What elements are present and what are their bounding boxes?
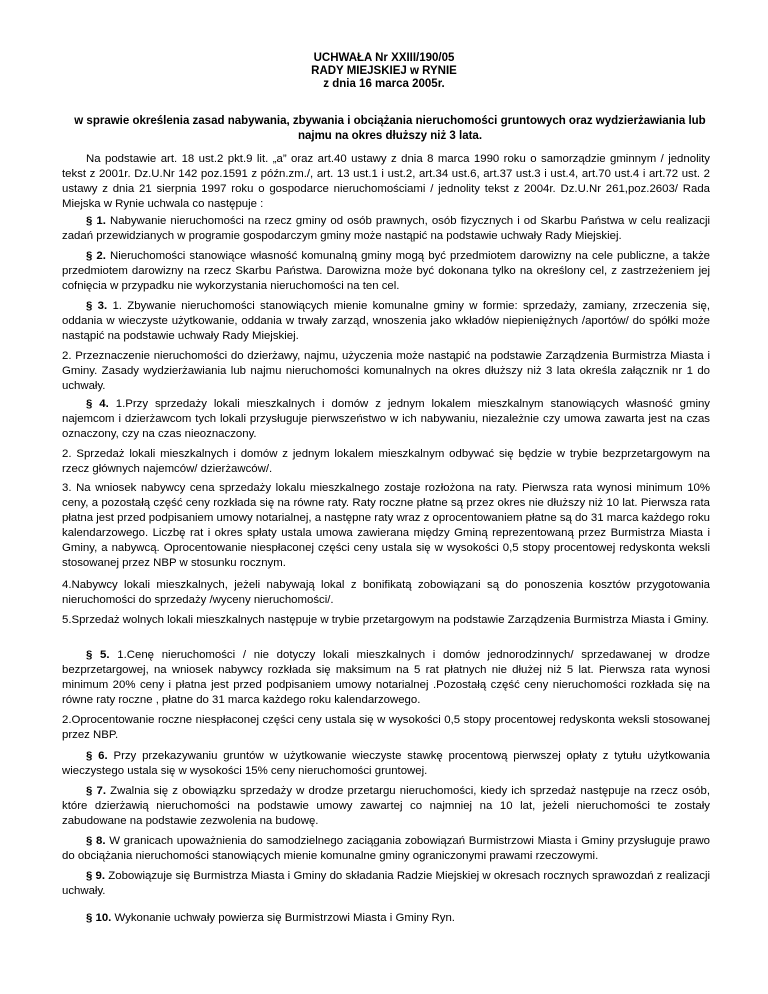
section-5-mark: § 5. bbox=[86, 649, 110, 661]
section-4-paragraph-4: 4.Nabywcy lokali mieszkalnych, jeżeli nabywają lokal z bonifikatą zobowiązani są do ponoszenia kosztów przygotowania nieruchomości do sprzedaży /wyceny nieruchomości/. bbox=[62, 579, 710, 606]
section-3-text: 1. Zbywanie nieruchomości stanowiących mienie komunalne gminy w formie: sprzedaży, zamiany, zrzeczenia się, oddania w wieczyste użytkowanie, oddania w trwały zarząd, wnoszenia jako wkładów niepieniężnych /aportów/ do spółki może nastąpić na podstawie uchwały Rady Miejskiej. bbox=[62, 300, 710, 342]
section-10-mark: § 10. bbox=[86, 912, 112, 924]
section-4-text: 1.Przy sprzedaży lokali mieszkalnych i domów z jednym lokalem mieszkalnym stanowiących własność gminy najemcom i dzierżawcom tych lokali przysługuje pierwszeństwo w ich nabywaniu, niezależnie czy umowa zawarta jest na czas oznaczony, czy na czas nieoznaczony. bbox=[62, 398, 711, 440]
section-10-text: Wykonanie uchwały powierza się Burmistrzowi Miasta i Gminy Ryn. bbox=[111, 912, 455, 924]
section-3-paragraph-2: 2. Przeznaczenie nieruchomości do dzierżawy, najmu, użyczenia może nastąpić na podstawie Zarządzenia Burmistrza Miasta i Gminy. Zasady wydzierżawiania lub najmu nieruchomości komunalnych na okres dłuższy niż 3 lata określa załącznik nr 1 do uchwały. bbox=[62, 350, 710, 392]
section-8-text: W granicach upoważnienia do samodzielnego zaciągania zobowiązań Burmistrzowi Miasta i Gminy przysługuje prawo do obciążania nieruchomości stanowiących mienie komunalne gminy ograniczonymi prawami rzeczowymi. bbox=[62, 835, 710, 862]
resolution-number: UCHWAŁA Nr XXIII/190/05 bbox=[313, 52, 455, 64]
section-5-text: 1.Cenę nieruchomości / nie dotyczy lokali mieszkalnych i domów jednorodzinnych/ sprzedawanej w drodze bezprzetargowej, na wniosek nabywcy rozkłada się maksimum na 5 rat płatnych nie dłużej niż 5 lat. Pierwsza rata wynosi minimum 20% ceny i płatna jest przed podpisaniem umowy notarialnej .Pozostałą część ceny nieruchomości rozkłada się na równe raty roczne , płatne do 31 marca każdego roku kalendarzowego. bbox=[62, 649, 711, 706]
section-2-text: Nieruchomości stanowiące własność komunalną gminy mogą być przedmiotem darowizny na cele publiczne, a także przedmiotem darowizny na rzecz Skarbu Państwa. Darowizna może być dokonana tylko na określony cel, z zastrzeżeniem jej cofnięcia w przypadku nie wykorzystania nieruchomości na ten cel. bbox=[62, 250, 710, 292]
section-1-text: Nabywanie nieruchomości na rzecz gminy od osób prawnych, osób fizycznych i od Skarbu Państwa w celu realizacji zadań przewidzianych w programie gospodarczym gminy może nastąpić na podstawie uchwały Rady Miejskiej. bbox=[62, 215, 711, 242]
resolution-subject: w sprawie określenia zasad nabywania, zbywania i obciążania nieruchomości gruntowych oraz wydzierżawiania lub najmu na okres dłuższy niż 3 lata. bbox=[74, 115, 706, 142]
section-6-mark: § 6. bbox=[86, 750, 108, 762]
section-10 bbox=[62, 911, 710, 926]
section-8-mark: § 8. bbox=[86, 835, 106, 847]
section-6-text: Przy przekazywaniu gruntów w użytkowanie wieczyste stawkę procentową pierwszej opłaty z tytułu użytkowania wieczystego ustala się w wysokości 15% ceny nieruchomości gruntowej. bbox=[62, 750, 710, 777]
section-8 bbox=[62, 834, 710, 864]
section-1-mark: § 1. bbox=[86, 215, 106, 227]
section-3-mark: § 3. bbox=[86, 300, 108, 312]
section-4-paragraph-5: 5.Sprzedaż wolnych lokali mieszkalnych następuje w trybie przetargowym na podstawie Zarządzenia Burmistrza Miasta i Gminy. bbox=[62, 614, 709, 626]
section-4-paragraph-2: 2. Sprzedaż lokali mieszkalnych i domów z jednym lokalem mieszkalnym odbywać się będzie w trybie bezprzetargowym na rzecz głównych najemców/ dzierżawców/. bbox=[62, 448, 710, 475]
section-9 bbox=[62, 869, 710, 899]
section-9-mark: § 9. bbox=[86, 870, 106, 882]
section-7-mark: § 7. bbox=[86, 785, 106, 797]
section-1 bbox=[62, 214, 710, 244]
resolution-header bbox=[0, 52, 768, 91]
section-9-text: Zobowiązuje się Burmistrza Miasta i Gminy do składania Radzie Miejskiej w okresach rocznych sprawozdań z realizacji uchwały. bbox=[62, 870, 710, 897]
section-5 bbox=[62, 648, 710, 708]
legal-basis-paragraph: Na podstawie art. 18 ust.2 pkt.9 lit. „a” oraz art.40 ustawy z dnia 8 marca 1990 roku o samorządzie gminnym / jednolity tekst z 2001r. Dz.U.Nr 142 poz.1591 z późn.zm./, art. 13 ust.1 i ust.2, art.34 ust.6, art.37 ust.3 i ust.4, art.70 ust.4 i art.72 ust. 2 ustawy z dnia 21 sierpnia 1997 roku o gospodarce nieruchomościami / jednolity tekst z 2004r. Dz.U.Nr 261,poz.2603/ Rada Miejska w Rynie uchwala co następuje : bbox=[62, 153, 710, 210]
section-7 bbox=[62, 784, 710, 829]
section-3 bbox=[62, 299, 710, 344]
section-4-paragraph-3: 3. Na wniosek nabywcy cena sprzedaży lokalu mieszkalnego zostaje rozłożona na raty. Pierwsza rata wynosi minimum 10% ceny, a pozostałą część ceny rozkłada się na równe raty. Raty roczne płatne są przez okres nie dłuższy niż 10 lat. Pierwsza rata płatna jest przed podpisaniem umowy notarialnej, a następne raty wraz z oprocentowaniem płatne są do 31 marca każdego roku kalendarzowego. Liczbę rat i okres spłaty ustala umowa zawierana między Gminą reprezentowaną przez Burmistrza Miasta i Gminy, a nabywcą. Oprocentowanie niespłaconej części ceny ustala się w wysokości 0,5 stopy procentowej redyskonta weksli stosowanej przez NBP w stosunku rocznym. bbox=[62, 482, 710, 569]
section-2 bbox=[62, 249, 710, 294]
section-4-mark: § 4. bbox=[86, 398, 109, 410]
section-4 bbox=[62, 397, 710, 442]
resolution-date: z dnia 16 marca 2005r. bbox=[323, 78, 445, 90]
section-5-paragraph-2: 2.Oprocentowanie roczne niespłaconej części ceny ustala się w wysokości 0,5 stopy procentowej redyskonta weksli stosowanej przez NBP. bbox=[62, 714, 710, 741]
council-name: RADY MIEJSKIEJ w RYNIE bbox=[311, 65, 457, 77]
section-2-mark: § 2. bbox=[86, 250, 106, 262]
section-7-text: Zwalnia się z obowiązku sprzedaży w drodze przetargu nieruchomości, kiedy ich sprzedaż następuje na rzecz osób, które dzierżawią nieruchomości na podstawie umowy zawartej co najmniej na 10 lat, jeżeli nieruchomości te zostały zabudowane na podstawie zezwolenia na budowę. bbox=[62, 785, 710, 827]
section-6 bbox=[62, 749, 710, 779]
